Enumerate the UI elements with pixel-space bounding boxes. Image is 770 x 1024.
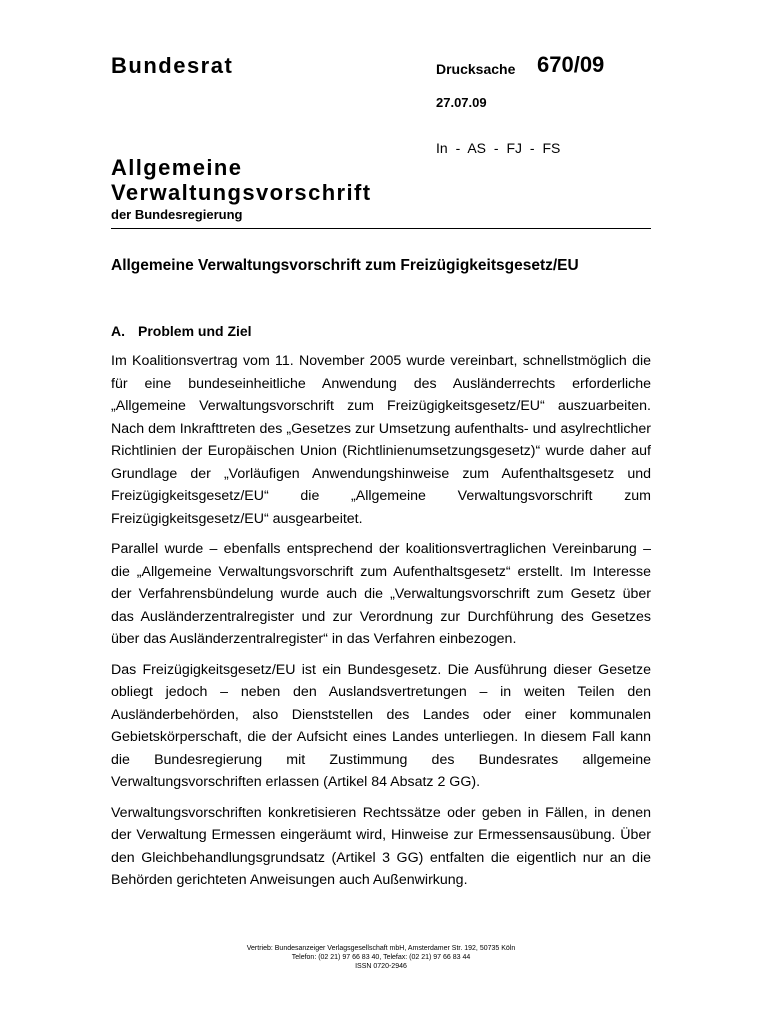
drucksache-number: 670/09 [537, 52, 605, 77]
paragraph: Im Koalitionsvertrag vom 11. November 2005 wurde vereinbart, schnellstmöglich die für eine bundeseinheitliche Anwendung des Ausländerrechts erforderliche „Allgemeine Verwaltungsvorschrift zum Freizügigkeitsgesetz/EU“ auszuarbeiten. Nach dem Inkrafttreten des „Gesetzes zur Umsetzung aufenthalts- und asylrechtlicher Richtlinien der Europäischen Union (Richtlinienumsetzungsgesetz)“ wurde daher auf Grundlage der „Vorläufigen Anwendungshinweise zum Aufenthaltsgesetz und Freizügigkeitsgesetz/EU“ die „Allgemeine Verwaltungsvorschrift zum Freizügigkeitsgesetz/EU“ ausgearbeitet. [111, 353, 651, 527]
publisher-footer [111, 944, 651, 971]
section-title: Problem und Ziel [138, 323, 252, 339]
organization-name: Bundesrat [111, 53, 234, 78]
document-type-line2: Verwaltungsvorschrift [111, 180, 372, 205]
paragraph: Parallel wurde – ebenfalls entsprechend der koalitionsvertraglichen Vereinbarung – die „Allgemeine Verwaltungsvorschrift zum Aufenthaltsgesetz“ erstellt. Im Interesse der Verfahrensbündelung wurde auch die „Verwaltungsvorschrift zum Gesetz über das Ausländerzentralregister und zur Verordnung zur Durchführung des Gesetzes über das Ausländerzentralregister“ in das Verfahren einbezogen. [111, 541, 651, 647]
drucksache-label: Drucksache [436, 61, 516, 77]
section-number: A. [111, 323, 125, 339]
paragraph: Das Freizügigkeitsgesetz/EU ist ein Bundesgesetz. Die Ausführung dieser Gesetze obliegt jedoch – neben den Auslandsvertretungen – in weiten Teilen den Ausländerbehörden, also Dienststellen des Landes oder einer kommunalen Gebietskörperschaft, die der Aufsicht eines Landes unterliegen. In diesem Fall kann die Bundesregierung mit Zustimmung des Bundesrates allgemeine Verwaltungsvorschriften erlassen (Artikel 84 Absatz 2 GG). [111, 661, 651, 790]
footer-line: ISSN 0720-2946 [355, 963, 407, 970]
header-divider [111, 228, 651, 229]
document-date: 27.07.09 [436, 95, 487, 110]
committee-codes: In - AS - FJ - FS [436, 140, 561, 156]
footer-line: Vertrieb: Bundesanzeiger Verlagsgesellschaft mbH, Amsterdamer Str. 192, 50735 Köln [246, 945, 516, 952]
paragraph: Verwaltungsvorschriften konkretisieren Rechtssätze oder geben in Fällen, in denen der Verwaltung Ermessen eingeräumt wird, Hinweise zur Ermessensausübung. Über den Gleichbehandlungsgrundsatz (Artikel 3 GG) entfalten die eigentlich nur an die Behörden gerichteten Anweisungen auch Außenwirkung. [111, 804, 651, 888]
footer-line: Telefon: (02 21) 97 66 83 40, Telefax: (02 21) 97 66 83 44 [291, 954, 471, 961]
document-type-line1: Allgemeine [111, 155, 243, 180]
section-heading [111, 323, 252, 339]
document-title: Allgemeine Verwaltungsvorschrift zum Freizügigkeitsgesetz/EU [111, 257, 579, 274]
document-type [111, 155, 371, 205]
document-issuer: der Bundesregierung [111, 207, 243, 222]
body-text [111, 350, 651, 900]
